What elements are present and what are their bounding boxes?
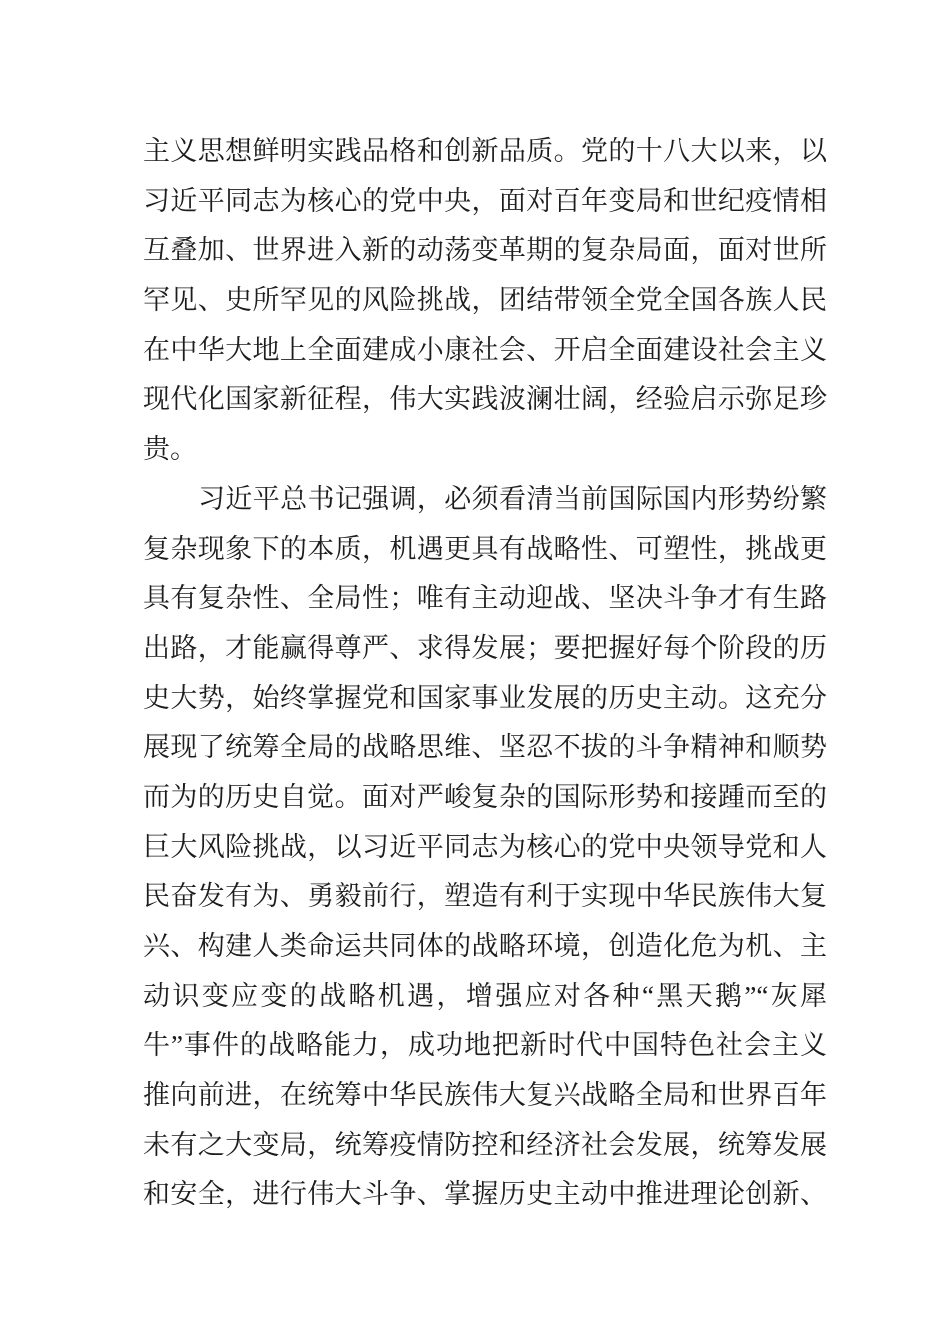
text-line: 推向前进，在统筹中华民族伟大复兴战略全局和世界百年 — [143, 1080, 827, 1111]
text-line: 展现了统筹全局的战略思维、坚忍不拔的斗争精神和顺势 — [143, 732, 827, 763]
text-line: 和安全，进行伟大斗争、掌握历史主动中推进理论创新、 — [143, 1179, 827, 1210]
text-line: 兴、构建人类命运共同体的战略环境，创造化危为机、主 — [143, 931, 827, 961]
text-line: 史大势，始终掌握党和国家事业发展的历史主动。这充分 — [143, 682, 827, 713]
text-line: 动识变应变的战略机遇，增强应对各种“黑天鹅”“灰犀 — [143, 980, 827, 1011]
text-line: 牛”事件的战略能力，成功地把新时代中国特色社会主义 — [143, 1030, 827, 1061]
text-line: 互叠加、世界进入新的动荡变革期的复杂局面，面对世所 — [143, 235, 827, 266]
text-line: 而为的历史自觉。面对严峻复杂的国际形势和接踵而至的 — [143, 781, 827, 812]
text-line: 罕见、史所罕见的风险挑战，团结带领全党全国各族人民 — [143, 285, 827, 316]
text-line: 现代化国家新征程，伟大实践波澜壮阔，经验启示弥足珍 — [143, 384, 827, 415]
text-line: 民奋发有为、勇毅前行，塑造有利于实现中华民族伟大复 — [143, 881, 827, 912]
text-line: 在中华大地上全面建成小康社会、开启全面建设社会主义 — [143, 334, 827, 365]
text-line: 复杂现象下的本质，机遇更具有战略性、可塑性，挑战更 — [143, 533, 827, 564]
text-line: 具有复杂性、全局性；唯有主动迎战、坚决斗争才有生路 — [143, 583, 827, 614]
document-text-block — [143, 127, 827, 1220]
text-line: 巨大风险挑战，以习近平同志为核心的党中央领导党和人 — [143, 831, 827, 862]
paragraph — [143, 475, 827, 1220]
text-line: 未有之大变局，统筹疫情防控和经济社会发展，统筹发展 — [143, 1129, 827, 1160]
text-line: 出路，才能赢得尊严、求得发展；要把握好每个阶段的历 — [143, 632, 827, 663]
text-line: 习近平总书记强调，必须看清当前国际国内形势纷繁 — [198, 483, 827, 514]
text-line: 习近平同志为核心的党中央，面对百年变局和世纪疫情相 — [143, 185, 827, 216]
paragraph — [143, 127, 827, 475]
text-line: 贵。 — [143, 434, 197, 465]
text-line: 主义思想鲜明实践品格和创新品质。党的十八大以来，以 — [143, 136, 827, 166]
